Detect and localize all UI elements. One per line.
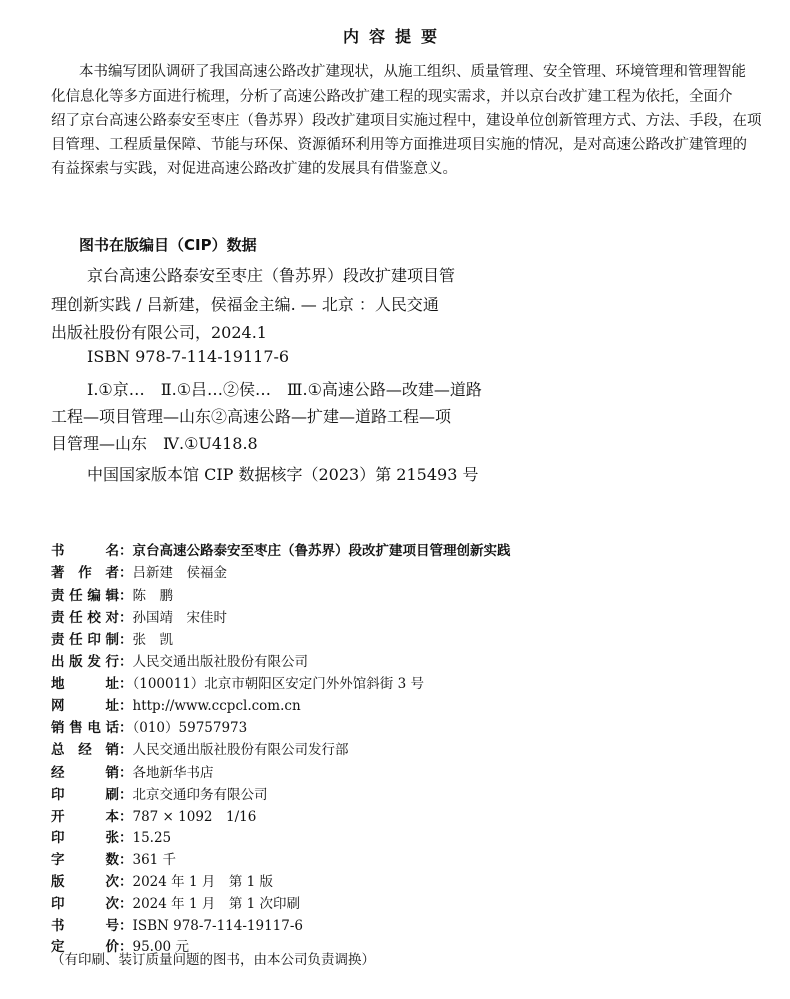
- info-label: 开本: [51, 809, 119, 825]
- info-value: 人民交通出版社股份有限公司: [132, 654, 308, 670]
- info-colon: ：: [119, 852, 133, 868]
- info-value: 陈 鹏: [132, 588, 173, 604]
- info-value: 人民交通出版社股份有限公司发行部: [132, 742, 349, 758]
- info-row: [51, 561, 227, 581]
- info-value: （010）59757973: [132, 720, 248, 736]
- info-row: [51, 914, 303, 934]
- summary-line: 有益探索与实践，对促进高速公路改扩建的发展具有借鉴意义。: [51, 161, 457, 177]
- info-colon: ：: [119, 939, 133, 955]
- info-value: http://www.ccpcl.com.cn: [132, 698, 301, 714]
- cip-line: 理创新实践 / 吕新建，侯福金主编. — 北京 ：人民交通: [51, 295, 439, 314]
- info-value: 2024 年 1 月 第 1 次印刷: [132, 896, 300, 912]
- info-row: [51, 848, 176, 868]
- info-row: [51, 694, 301, 714]
- info-label: 书名: [51, 543, 119, 559]
- info-colon: ：: [119, 588, 133, 604]
- info-row: [51, 650, 308, 670]
- info-row: [51, 606, 227, 626]
- info-colon: ：: [119, 765, 133, 781]
- info-row: [51, 738, 349, 758]
- info-label: 责任印制: [51, 632, 119, 648]
- info-label: 印刷: [51, 787, 119, 803]
- summary-line: 绍了京台高速公路泰安至枣庄（鲁苏界）段改扩建项目实施过程中，建设单位创新管理方式、方法、手段，在项: [51, 113, 762, 129]
- info-label: 书号: [51, 918, 119, 934]
- info-row: [51, 539, 511, 559]
- cip-line: 工程—项目管理—山东②高速公路—扩建—道路工程—项: [51, 407, 452, 426]
- info-label: 著作者: [51, 565, 119, 581]
- info-label: 印次: [51, 896, 119, 912]
- info-label: 版次: [51, 874, 119, 890]
- info-row: [51, 761, 214, 781]
- info-value: （100011）北京市朝阳区安定门外外馆斜街 3 号: [132, 676, 424, 692]
- info-colon: ：: [119, 809, 133, 825]
- info-label: 责任校对: [51, 610, 119, 626]
- info-value: 吕新建 侯福金: [132, 565, 227, 581]
- info-label: 总经销: [51, 742, 119, 758]
- info-label: 出版发行: [51, 654, 119, 670]
- info-colon: ：: [119, 830, 133, 846]
- info-colon: ：: [119, 918, 133, 934]
- info-label: 地址: [51, 676, 119, 692]
- info-label: 责任编辑: [51, 588, 119, 604]
- info-row: [51, 805, 256, 825]
- cip-line: 京台高速公路泰安至枣庄（鲁苏界）段改扩建项目管: [87, 266, 456, 285]
- info-value: ISBN 978-7-114-19117-6: [132, 918, 304, 934]
- info-value: 361 千: [132, 852, 177, 868]
- summary-line: 目管理、工程质量保障、节能与环保、资源循环利用等方面推进项目实施的情况，是对高速公路改扩建管理的: [51, 137, 747, 153]
- summary-line: 本书编写团队调研了我国高速公路改扩建现状，从施工组织、质量管理、安全管理、环境管理和管理智能: [79, 64, 746, 80]
- info-row: [51, 870, 273, 890]
- info-label: 经销: [51, 765, 119, 781]
- info-colon: ：: [119, 896, 133, 912]
- info-value: 张 凯: [132, 632, 173, 648]
- cip-line: Ⅰ.①京… Ⅱ.①吕…②侯… Ⅲ.①高速公路—改建—道路: [87, 380, 482, 399]
- info-colon: ：: [119, 720, 133, 736]
- info-row: [51, 672, 424, 692]
- info-colon: ：: [119, 676, 133, 692]
- info-colon: ：: [119, 632, 133, 648]
- info-colon: ：: [119, 698, 133, 714]
- summary-title: 内容提要: [342, 27, 447, 46]
- footer-note: （有印刷、装订质量问题的图书，由本公司负责调换）: [51, 952, 375, 968]
- info-colon: ：: [119, 565, 133, 581]
- info-colon: ：: [119, 742, 133, 758]
- info-label: 网址: [51, 698, 119, 714]
- info-row: [51, 826, 171, 846]
- summary-line: 化信息化等多方面进行梳理，分析了高速公路改扩建工程的现实需求，并以京台改扩建工程为依托，全面介: [51, 89, 733, 105]
- info-label: 印张: [51, 830, 119, 846]
- cip-line: 目管理—山东 Ⅳ.①U418.8: [51, 434, 258, 453]
- cip-isbn: ISBN 978-7-114-19117-6: [87, 347, 290, 366]
- info-value: 各地新华书店: [132, 765, 214, 781]
- info-row: [51, 584, 173, 604]
- info-value: 北京交通印务有限公司: [132, 787, 268, 803]
- info-colon: ：: [119, 874, 133, 890]
- info-value: 787 × 1092 1/16: [132, 809, 257, 825]
- info-value: 15.25: [132, 830, 172, 846]
- info-row: [51, 783, 268, 803]
- info-value: 95.00 元: [132, 939, 189, 955]
- info-row: [51, 716, 247, 736]
- info-label: 销售电话: [51, 720, 119, 736]
- cip-line: 中国国家版本馆 CIP 数据核字（2023）第 215493 号: [87, 465, 479, 484]
- cip-heading: 图书在版编目（CIP）数据: [79, 236, 257, 254]
- info-label: 定价: [51, 939, 119, 955]
- info-row: [51, 628, 173, 648]
- info-value: 2024 年 1 月 第 1 版: [132, 874, 273, 890]
- info-label: 字数: [51, 852, 119, 868]
- info-colon: ：: [119, 787, 133, 803]
- info-colon: ：: [119, 543, 133, 559]
- info-row: [51, 892, 300, 912]
- info-value: 孙国靖 宋佳时: [132, 610, 227, 626]
- info-value: 京台高速公路泰安至枣庄（鲁苏界）段改扩建项目管理创新实践: [132, 543, 511, 559]
- info-colon: ：: [119, 610, 133, 626]
- info-colon: ：: [119, 654, 133, 670]
- cip-line: 出版社股份有限公司，2024.1: [51, 323, 267, 342]
